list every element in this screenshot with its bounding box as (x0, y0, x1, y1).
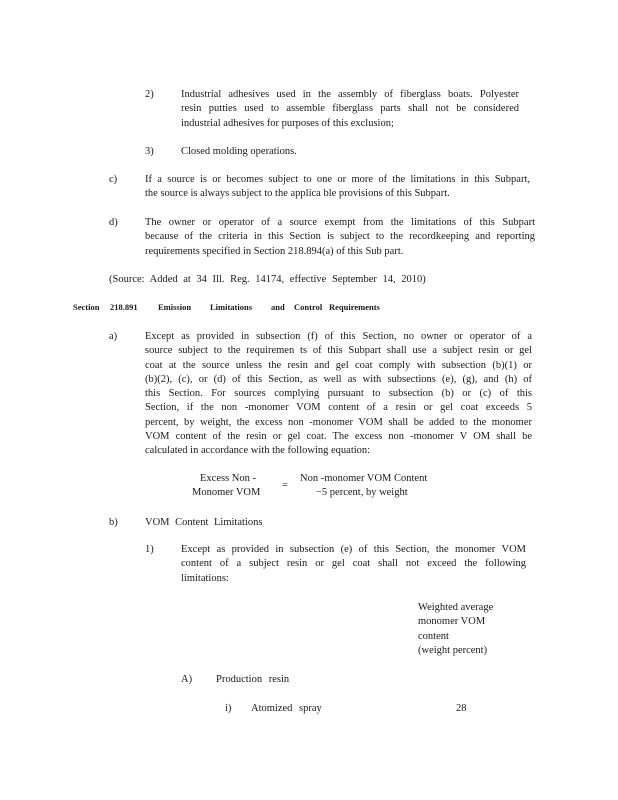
item-2-marker: 2) (145, 89, 154, 100)
text-line: source subject to the requiremen ts of this Subpart shall use a subject resin or gel (145, 345, 532, 357)
item-b1-marker: 1) (145, 544, 154, 555)
item-b-text: VOM Content Limitations (145, 517, 263, 528)
text-line: requirements specified in Section 218.894(a) of this Sub part. (145, 245, 404, 257)
item-A-marker: A) (181, 674, 193, 685)
text-line: percent, by weight, the excess non -monomer VOM shall be added to the monomer (145, 416, 532, 428)
text-line: the source is always subject to the applica ble provisions of this Subpart. (145, 188, 450, 200)
text-line: resin putties used to assemble fiberglass parts shall not be considered (181, 103, 519, 115)
item-c-text (145, 173, 530, 202)
item-b-marker: b) (109, 517, 118, 528)
text-line: limitations: (181, 572, 229, 584)
text-line: coat at the source unless the resin and gel coat comply with subsection (b)(1) or (145, 359, 532, 371)
section-title-word: Emission (158, 302, 192, 312)
item-b1-text (181, 543, 526, 586)
item-3-text: Closed molding operations. (181, 146, 297, 157)
item-d-text (145, 216, 535, 259)
column-header-line: monomer VOM (418, 616, 486, 628)
column-header (418, 601, 493, 658)
column-header-line: (weight percent) (418, 644, 488, 656)
equation-rhs-line1: Non -monomer VOM Content (300, 473, 428, 484)
item-d-marker: d) (109, 217, 118, 228)
section-title-word: Requirements (329, 302, 380, 312)
section-number: 218.891 (110, 302, 138, 312)
text-line: calculated in accordance with the following equation: (145, 445, 371, 457)
text-line: Section, if the non -monomer VOM content of a resin or gel coat exceeds 5 (145, 402, 532, 414)
item-A-text: Production resin (216, 674, 290, 685)
equation-lhs-line1: Excess Non - (200, 473, 256, 484)
section-title-word: Limitations (210, 302, 253, 312)
equation-equals: = (282, 480, 288, 491)
text-line: because of the criteria in this Section is subject to the recordkeeping and reporting (145, 231, 535, 243)
equation-lhs-line2: Monomer VOM (192, 487, 261, 498)
text-line: VOM content of the resin or gel coat. The excess non -monomer V OM shall be (145, 431, 532, 443)
section-title-word: Control (294, 302, 323, 312)
text-line: If a source is or becomes subject to one or more of the limitations in this Subpart, (145, 174, 530, 185)
text-line: The owner or operator of a source exempt from the limitations of this Subpart (145, 217, 535, 228)
item-c-marker: c) (109, 174, 118, 185)
item-i-text: Atomized spray (251, 703, 322, 714)
text-line: industrial adhesives for purposes of this exclusion; (181, 117, 394, 129)
text-line: Except as provided in subsection (e) of this Section, the monomer VOM (181, 544, 526, 555)
text-line: (b)(2), (c), or (d) of this Section, as well as with subsections (e), (g), and (h) of (145, 373, 532, 385)
text-line: Except as provided in subsection (f) of this Section, no owner or operator of a (145, 331, 532, 342)
column-header-line: Weighted average (418, 602, 494, 613)
column-header-line: content (418, 630, 449, 642)
item-i-marker: i) (225, 703, 232, 714)
source-note: (Source: Added at 34 Ill. Reg. 14174, effective September 14, 2010) (109, 274, 426, 285)
equation-rhs-line2: −5 percent, by weight (316, 487, 408, 498)
text-line: content of a subject resin or gel coat shall not exceed the following (181, 558, 526, 570)
item-2-text (181, 88, 519, 131)
item-3-marker: 3) (145, 146, 154, 157)
section-title-word: and (271, 302, 285, 312)
text-line: Industrial adhesives used in the assembly of fiberglass boats. Polyester (181, 89, 519, 100)
text-line: this Section. For sources complying pursuant to subsection (b) or (c) of this (145, 388, 532, 400)
item-a-marker: a) (109, 331, 118, 342)
item-a-text (145, 330, 532, 459)
section-word: Section (73, 302, 100, 312)
page-number: 28 (456, 703, 467, 714)
